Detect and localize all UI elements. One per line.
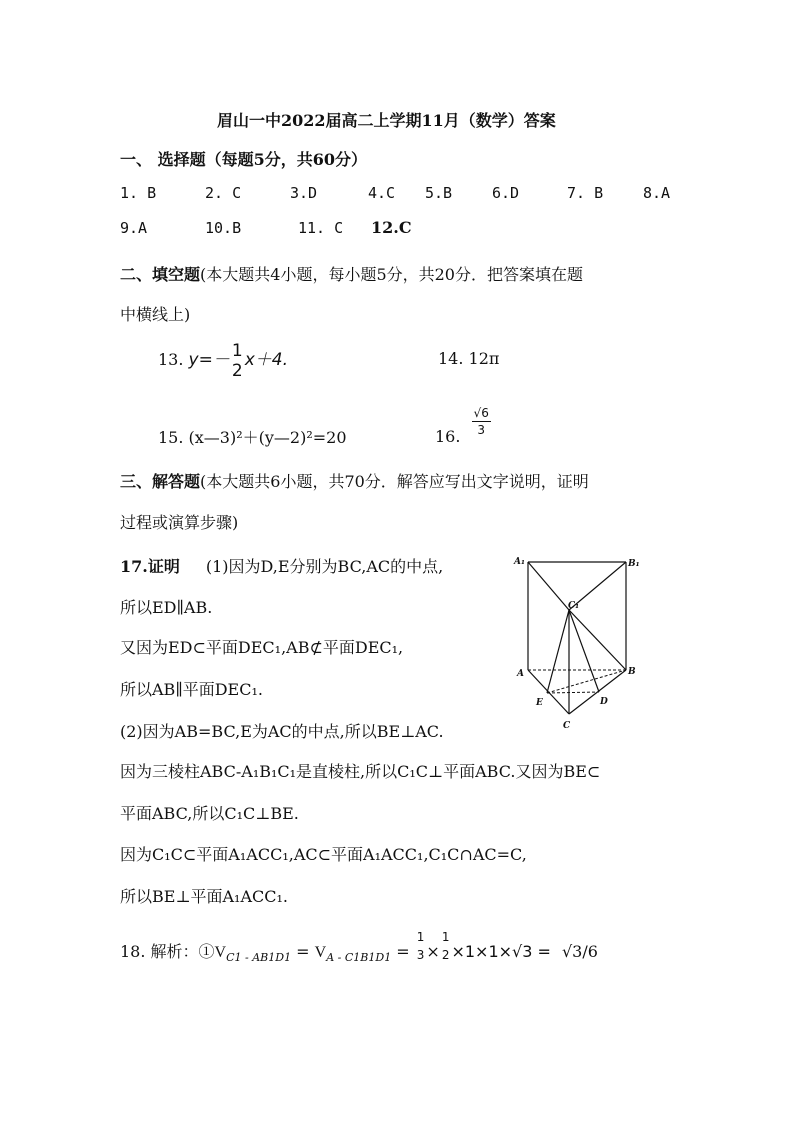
- answer-11: 11. C: [298, 219, 344, 237]
- answer-16-label: 16.: [435, 427, 461, 446]
- q18-v2-sub: A - C1B1D1: [326, 951, 392, 964]
- answer-16-denominator: 3: [477, 423, 485, 437]
- answer-13-denominator: 2: [231, 360, 243, 381]
- label-C: C: [563, 721, 571, 731]
- section2-heading-cont: 中横线上): [120, 305, 191, 324]
- label-B: B: [628, 667, 636, 677]
- answer-14: 14. 12π: [438, 349, 500, 368]
- q18-f2-den: 2: [441, 948, 450, 962]
- section2-heading: [120, 265, 583, 285]
- answer-3: 3.D: [290, 184, 318, 202]
- q18-eq1: =: [291, 942, 315, 961]
- section1-heading: 一、 选择题（每题5分，共60分）: [120, 150, 367, 169]
- q17-line-2: 所以ED∥AB.: [120, 598, 213, 617]
- answer-13-fraction: [230, 341, 245, 381]
- answer-13: [158, 340, 288, 381]
- q17-label: 17.证明: [120, 557, 180, 576]
- prism-figure: [512, 552, 642, 742]
- q18-v1: V: [214, 944, 227, 961]
- answer-13-tail: x＋4.: [244, 350, 288, 370]
- section2-heading-title: 二、填空题: [120, 265, 201, 284]
- answer-8: 8.A: [643, 184, 671, 202]
- answer-13-numerator: 1: [231, 340, 243, 361]
- answer-7: 7. B: [567, 184, 604, 202]
- q18-eq2: =: [391, 942, 415, 961]
- q17-line-1: [120, 557, 443, 577]
- q18-product: ×1×1×√3 =: [451, 942, 556, 961]
- label-C1: C₁: [568, 601, 580, 611]
- answer-13-lead: y=－: [188, 350, 230, 370]
- answer-16-numerator: √6: [473, 406, 489, 420]
- q18-v1-sub: C1 - AB1D1: [226, 951, 292, 964]
- answer-13-label: 13.: [158, 350, 184, 369]
- section3-heading-desc: (本大题共6小题，共70分．解答应写出文字说明，证明: [200, 472, 589, 491]
- q17-line-7: 平面ABC,所以C₁C⊥BE.: [120, 804, 299, 823]
- answer-5: 5.B: [425, 184, 453, 202]
- section2-heading-desc: (本大题共4小题，每小题5分，共20分．把答案填在题: [200, 265, 583, 284]
- page-title: 眉山一中2022届高二上学期11月（数学）答案: [217, 111, 556, 130]
- section3-heading-title: 三、解答题: [120, 472, 201, 491]
- section3-heading-cont: 过程或演算步骤): [120, 513, 239, 532]
- q17-line-5: (2)因为AB=BC,E为AC的中点,所以BE⊥AC.: [120, 722, 444, 741]
- section3-heading: [120, 472, 589, 492]
- answer-12: 12.C: [371, 218, 412, 237]
- answer-16: [435, 405, 491, 446]
- q18-v2: V: [314, 944, 327, 961]
- q18-fraction-2: [440, 928, 452, 964]
- answer-6: 6.D: [492, 184, 520, 202]
- label-A1: A₁: [514, 557, 525, 567]
- label-B1: B₁: [628, 559, 640, 569]
- q17-line-4: 所以AB∥平面DEC₁.: [120, 680, 263, 699]
- q18-label: 18. 解析：①: [120, 942, 215, 961]
- q18-f1-num: 1: [416, 930, 425, 944]
- q18-line: 18. 解析：$①V_{C1 - AB1D1} = V_{A - C1B1D1}$ = 1 3 × 1 2 ×1×1×√3 = √3/6: [120, 930, 598, 964]
- answer-4: 4.C: [368, 184, 396, 202]
- q17-line-8: 因为C₁C⊂平面A₁ACC₁,AC⊂平面A₁ACC₁,C₁C∩AC=C,: [120, 845, 527, 864]
- q17-line-6: 因为三棱柱ABC-A₁B₁C₁是直棱柱,所以C₁C⊥平面ABC.又因为BE⊂: [120, 762, 601, 781]
- answer-9: 9.A: [120, 219, 148, 237]
- q17-line-3: 又因为ED⊂平面DEC₁,AB⊄平面DEC₁,: [120, 638, 404, 657]
- q18-f2-num: 1: [441, 930, 450, 944]
- label-E: E: [536, 698, 543, 708]
- q18-fraction-1: [415, 928, 427, 964]
- answer-1: 1. B: [120, 184, 157, 202]
- q17-line-9: 所以BE⊥平面A₁ACC₁.: [120, 887, 288, 906]
- answer-10: 10.B: [205, 219, 242, 237]
- q18-result: √3/6: [561, 942, 598, 961]
- q17-line-1-text: (1)因为D,E分别为BC,AC的中点,: [205, 557, 444, 576]
- answer-2: 2. C: [205, 184, 242, 202]
- label-A: A: [517, 669, 524, 679]
- q18-f1-den: 3: [416, 948, 425, 962]
- answer-15: 15. (x—3)²＋(y—2)²=20: [158, 428, 347, 447]
- label-D: D: [600, 697, 608, 707]
- answer-16-fraction: [472, 405, 491, 438]
